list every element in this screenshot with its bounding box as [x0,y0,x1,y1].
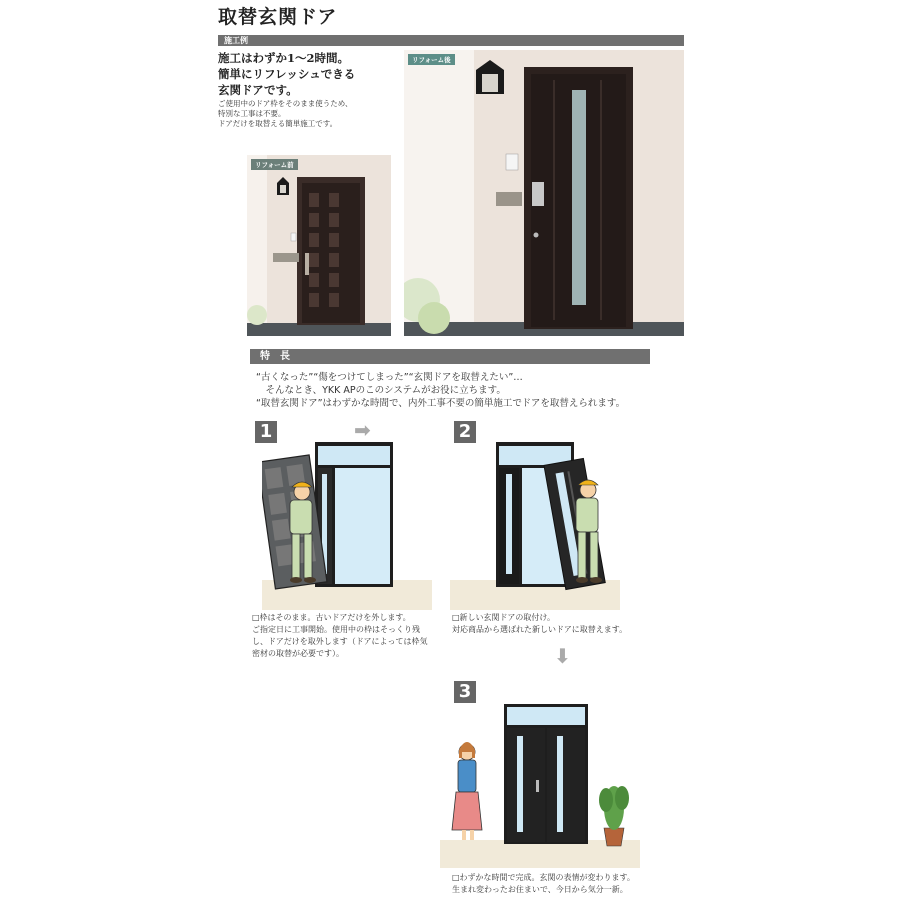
before-photo [247,155,391,336]
headline-line: 玄関ドアです。 [218,83,298,97]
intro-line: “取替玄関ドア”はわずかな時間で、内外工事不要の簡単施工でドアを取替えられます。 [256,398,626,409]
section-bar-features: 特 長 [250,349,650,364]
arrow-right-icon: ➡ [354,418,371,442]
description-line: 特別な工事は不要。 [218,109,286,118]
step-3-number: 3 [454,681,476,703]
arrow-down-icon: ⬇ [554,644,571,668]
before-label: リフォーム前 [251,159,298,170]
headline-line: 施工はわずか1～2時間。 [218,51,350,65]
caption-line: □わずかな時間で完成。玄関の表情が変わります。 [452,873,635,882]
after-photo [404,50,684,336]
caption-line: 密材の取替が必要です）。 [252,649,344,658]
step-2-illustration [450,440,620,610]
step-1-illustration [262,440,432,610]
after-photo-illustration [404,50,684,336]
before-photo-illustration [247,155,391,336]
step-3-caption [452,872,635,896]
intro-line: “古くなった”“傷をつけてしまった”“玄関ドアを取替えたい”… [256,372,523,383]
description-line: ドアだけを取替える簡単施工です。 [218,119,338,128]
step-1-caption [252,612,428,660]
step-2-caption [452,612,627,636]
caption-line: 生まれ変わったお住まいで、今日から気分一新。 [452,885,628,894]
caption-line: し、ドアだけを取外します（ドアによっては枠気 [252,637,428,646]
step-1-number: 1 [255,421,277,443]
caption-line: □枠はそのまま。古いドアだけを外します。 [252,613,411,622]
description-line: ご使用中のドア枠をそのまま使うため、 [218,99,353,108]
example-description [218,99,352,129]
caption-line: □新しい玄関ドアの取付け。 [452,613,555,622]
headline-line: 簡単にリフレッシュできる [218,67,356,81]
step-2-number: 2 [454,421,476,443]
caption-line: ご指定日に工事開始。使用中の枠はそっくり残 [252,625,420,634]
features-intro [256,371,625,410]
after-label: リフォーム後 [408,54,455,65]
example-headline [218,50,398,98]
intro-line: そんなとき、YKK APのこのシステムがお役に立ちます。 [256,385,506,396]
page-title: 取替玄関ドア [218,6,338,28]
caption-line: 対応商品から選ばれた新しいドアに取替えます。 [452,625,628,634]
section-bar-example: 施工例 [218,35,684,46]
step-3-illustration [440,700,640,868]
